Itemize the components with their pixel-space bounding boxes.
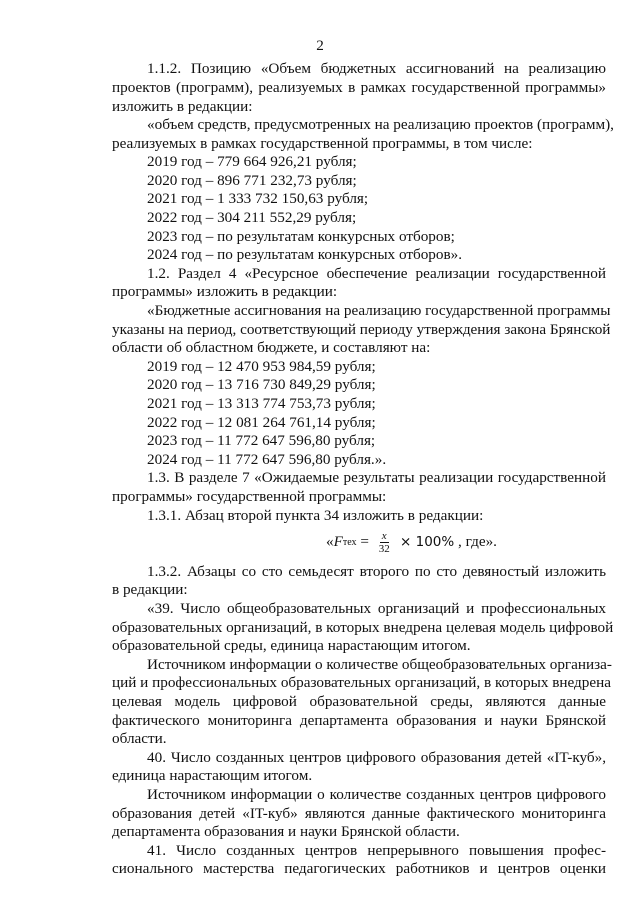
- paragraph-line: целевая модель цифровой образовательной среды, являются данные: [112, 693, 606, 710]
- paragraph-line: 41. Число созданных центров непрерывного повышения профес-: [147, 842, 606, 859]
- paragraph-line: в редакции:: [112, 581, 188, 598]
- paragraph-line: образовательных организаций, в которых внедрена целевая модель цифровой: [112, 619, 614, 636]
- list-item: 2024 год – по результатам конкурсных отборов».: [147, 246, 463, 263]
- paragraph-line: «объем средств, предусмотренных на реализацию проектов (программ),: [147, 116, 614, 133]
- paragraph-line: программы» изложить в редакции:: [112, 283, 338, 300]
- paragraph-line: ций и профессиональных образовательных организаций, в которых внедрена: [112, 674, 611, 691]
- formula-subscript: тех: [342, 536, 357, 548]
- formula-tail: , где».: [454, 533, 497, 550]
- paragraph-line: программы» государственной программы:: [112, 488, 387, 505]
- paragraph-line: сионального мастерства педагогических работников и центров оценки: [112, 860, 606, 877]
- paragraph-line: реализуемых в рамках государственной программы, в том числе:: [112, 135, 533, 152]
- paragraph-line: 1.3.1. Абзац второй пункта 34 изложить в редакции:: [147, 507, 484, 524]
- paragraph-line: указаны на период, соответствующий периоду утверждения закона Брянской: [112, 321, 611, 338]
- formula-equals: =: [356, 533, 373, 550]
- formula: [326, 524, 497, 560]
- paragraph-line: 1.1.2. Позицию «Объем бюджетных ассигнований на реализацию: [147, 60, 606, 77]
- paragraph-line: области об областном бюджете, и составляют на:: [112, 339, 431, 356]
- paragraph-line: образования детей «IT-куб» являются данные фактического мониторинга: [112, 805, 606, 822]
- paragraph-line: 1.3.2. Абзацы со сто семьдесят второго по сто девяностый изложить: [147, 563, 606, 580]
- formula-fraction: [377, 530, 392, 555]
- paragraph-line: области.: [112, 730, 167, 747]
- list-item: 2023 год – по результатам конкурсных отборов;: [147, 228, 455, 245]
- list-item: 2021 год – 13 313 774 753,73 рубля;: [147, 395, 376, 412]
- page-number: 2: [316, 37, 324, 54]
- paragraph-line: единица нарастающим итогом.: [112, 767, 313, 784]
- list-item: 2024 год – 11 772 647 596,80 рубля.».: [147, 451, 387, 468]
- list-item: 2020 год – 896 771 232,73 рубля;: [147, 172, 357, 189]
- paragraph-line: фактического мониторинга департамента образования и науки Брянской: [112, 712, 606, 729]
- list-item: 2019 год – 12 470 953 984,59 рубля;: [147, 358, 376, 375]
- paragraph-line: Источником информации о количестве созданных центров цифрового: [147, 786, 606, 803]
- paragraph-line: «Бюджетные ассигнования на реализацию государственной программы: [147, 302, 611, 319]
- paragraph-line: образовательной среды, единица нарастающим итогом.: [112, 637, 471, 654]
- paragraph-line: 1.2. Раздел 4 «Ресурсное обеспечение реализации государственной: [147, 265, 606, 282]
- list-item: 2020 год – 13 716 730 849,29 рубля;: [147, 376, 376, 393]
- list-item: 2023 год – 11 772 647 596,80 рубля;: [147, 432, 376, 449]
- list-item: 2021 год – 1 333 732 150,63 рубля;: [147, 190, 369, 207]
- formula-denominator: 32: [378, 542, 390, 555]
- formula-open-quote: «: [326, 533, 334, 550]
- paragraph-line: проектов (программ), реализуемых в рамках государственной программы»: [112, 79, 606, 96]
- paragraph-line: изложить в редакции:: [112, 98, 253, 115]
- list-item: 2022 год – 12 081 264 761,14 рубля;: [147, 414, 376, 431]
- paragraph-line: Источником информации о количестве общеобразовательных организа-: [147, 656, 612, 673]
- formula-percent: × 100%: [395, 534, 455, 550]
- formula-numerator: x: [381, 529, 387, 542]
- paragraph-line: «39. Число общеобразовательных организаций и профессиональных: [147, 600, 606, 617]
- list-item: 2022 год – 304 211 552,29 рубля;: [147, 209, 357, 226]
- formula-variable: F: [333, 533, 343, 550]
- list-item: 2019 год – 779 664 926,21 рубля;: [147, 153, 357, 170]
- paragraph-line: департамента образования и науки Брянской области.: [112, 823, 460, 840]
- paragraph-line: 40. Число созданных центров цифрового образования детей «IT-куб»,: [147, 749, 606, 766]
- paragraph-line: 1.3. В разделе 7 «Ожидаемые результаты реализации государственной: [147, 469, 606, 486]
